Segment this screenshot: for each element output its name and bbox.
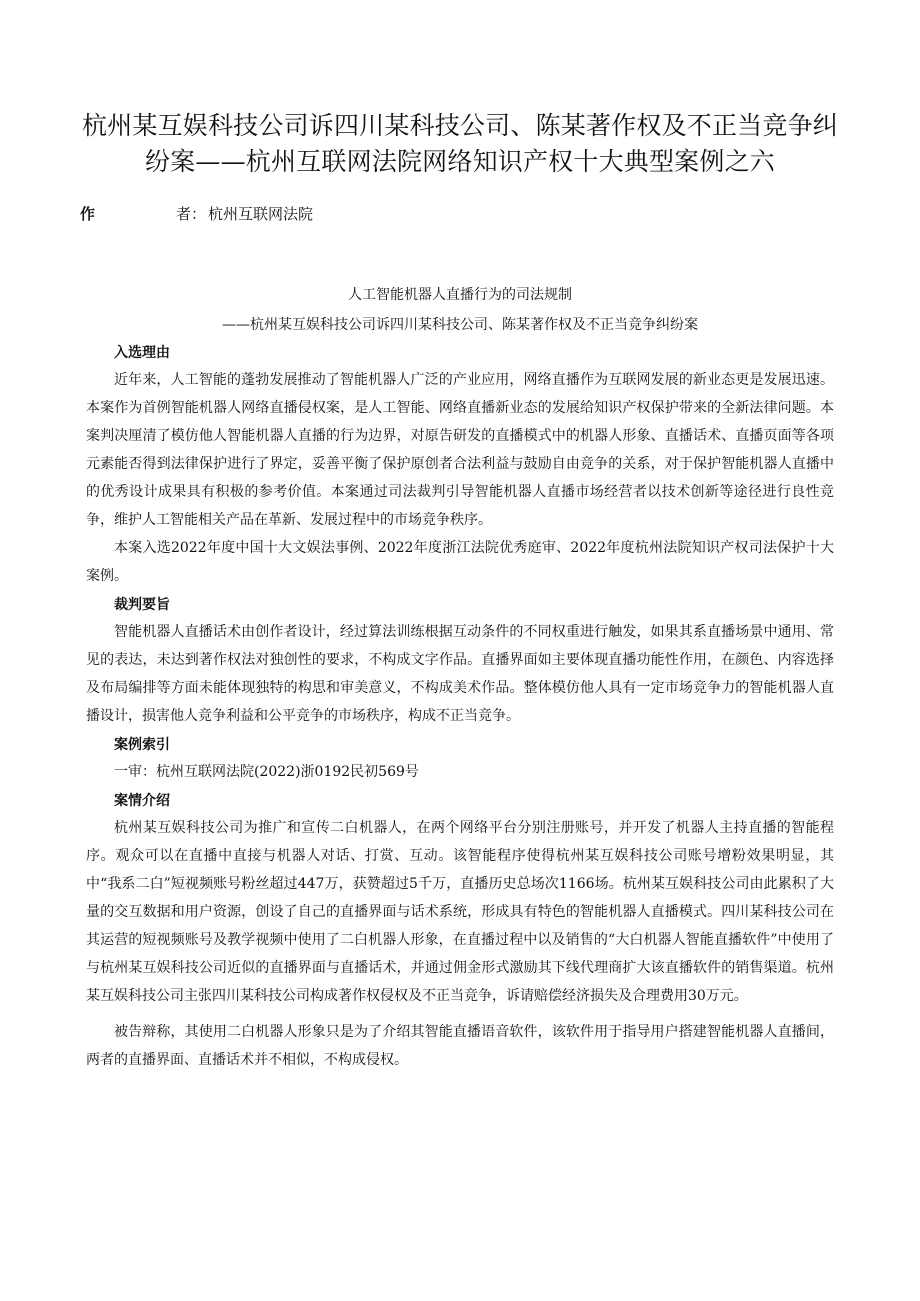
article-body xyxy=(86,282,834,1074)
section-selection-reason xyxy=(86,340,834,590)
article-heading: 人工智能机器人直播行为的司法规制 xyxy=(348,287,572,303)
section-title: 入选理由 xyxy=(114,345,170,361)
article-subheading: ——杭州某互娱科技公司诉四川某科技公司、陈某著作权及不正当竞争纠纷案 xyxy=(222,317,698,333)
paragraph: 智能机器人直播话术由创作者设计，经过算法训练根据互动条件的不同权重进行触发，如果其系直播场景中通用、常见的表达，未达到著作权法对独创性的要求，不构成文字作品。直播界面如主要体现直播功能性作用，在颜色、内容选择及布局编排等方面未能体现独特的构思和审美意义，不构成美术作品。整体模仿他人具有一定市场竞争力的智能机器人直播设计，损害他人竞争利益和公平竞争的市场秩序，构成不正当竞争。 xyxy=(86,624,834,724)
section-case-index xyxy=(86,732,834,786)
paragraph: 本案入选2022年度中国十大文娱法事例、2022年度浙江法院优秀庭审、2022年度杭州法院知识产权司法保护十大案例。 xyxy=(86,540,834,584)
section-title: 裁判要旨 xyxy=(114,597,170,613)
author-name: 杭州互联网法院 xyxy=(208,205,314,223)
section-case-facts xyxy=(86,788,834,1074)
paragraph: 被告辩称，其使用二白机器人形象只是为了介绍其智能直播语音软件，该软件用于指导用户搭建智能机器人直播间，两者的直播界面、直播话术并不相似，不构成侵权。 xyxy=(86,1024,834,1068)
author-separator: 者： xyxy=(176,205,207,223)
author-row xyxy=(80,202,840,226)
document-title: 杭州某互娱科技公司诉四川某科技公司、陈某著作权及不正当竞争纠纷案——杭州互联网法院网络知识产权十大典型案例之六 xyxy=(81,111,838,176)
paragraph: 近年来，人工智能的蓬勃发展推动了智能机器人广泛的产业应用，网络直播作为互联网发展的新业态更是发展迅速。本案作为首例智能机器人网络直播侵权案，是人工智能、网络直播新业态的发展给知识产权保护带来的全新法律问题。本案判决厘清了模仿他人智能机器人直播的行为边界，对原告研发的直播模式中的机器人形象、直播话术、直播页面等各项元素能否得到法律保护进行了界定，妥善平衡了保护原创者合法利益与鼓励自由竞争的关系，对于保护智能机器人直播中的优秀设计成果具有积极的参考价值。本案通过司法裁判引导智能机器人直播市场经营者以技术创新等途径进行良性竞争，维护人工智能相关产品在革新、发展过程中的市场竞争秩序。 xyxy=(86,372,834,528)
paragraph: 杭州某互娱科技公司为推广和宣传二白机器人，在两个网络平台分别注册账号，并开发了机器人主持直播的智能程序。观众可以在直播中直接与机器人对话、打赏、互动。该智能程序使得杭州某互娱科技公司账号增粉效果明显，其中“我系二白”短视频账号粉丝超过447万，获赞超过5千万，直播历史总场次1166场。杭州某互娱科技公司由此累积了大量的交互数据和用户资源，创设了自己的直播界面与话术系统，形成具有特色的智能机器人直播模式。四川某科技公司在其运营的短视频账号及教学视频中使用了二白机器人形象，在直播过程中以及销售的“大白机器人智能直播软件”中使用了与杭州某互娱科技公司近似的直播界面与直播话术，并通过佣金形式激励其下线代理商扩大该直播软件的销售渠道。杭州某互娱科技公司主张四川某科技公司构成著作权侵权及不正当竞争，诉请赔偿经济损失及合理费用30万元。 xyxy=(86,820,834,1004)
section-title: 案情介绍 xyxy=(114,793,170,809)
section-judgment-gist xyxy=(86,592,834,730)
paragraph: 一审：杭州互联网法院(2022)浙0192民初569号 xyxy=(114,764,419,780)
author-label: 作 xyxy=(80,205,96,223)
section-title: 案例索引 xyxy=(114,737,170,753)
